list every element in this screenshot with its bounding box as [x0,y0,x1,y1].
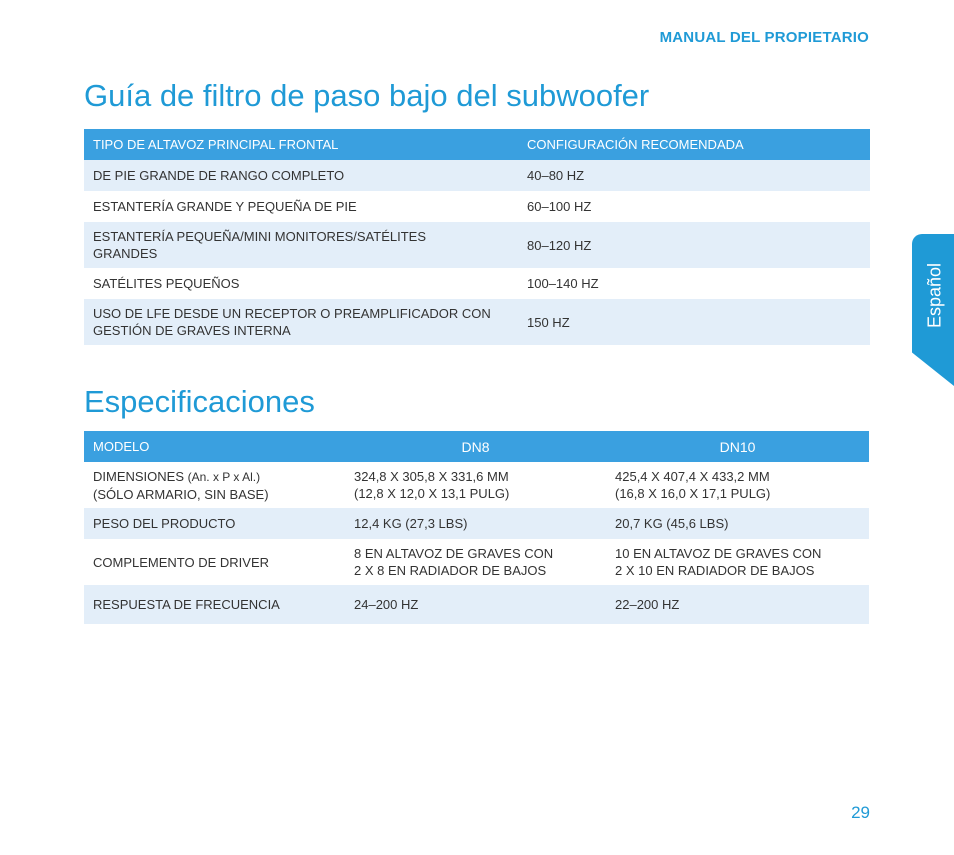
table-row [84,585,869,624]
dn8-value-cell [345,462,606,508]
dn8-value-line: 2 X 8 EN RADIADOR DE BAJOS [354,563,547,578]
specifications-title: Especificaciones [84,384,315,419]
dn10-value-line: 10 EN ALTAVOZ DE GRAVES CON [615,546,822,561]
speaker-type-cell [84,222,518,268]
setting-cell: 150 HZ [527,314,570,330]
dn10-value-cell [606,462,869,508]
speaker-type-cell: SATÉLITES PEQUEÑOS [93,276,240,291]
spec-label-line [93,468,336,486]
column-header-speaker-type: TIPO DE ALTAVOZ PRINCIPAL FRONTAL [93,137,339,152]
manual-header-title: MANUAL DEL PROPIETARIO [659,29,869,46]
speaker-type-cell: DE PIE GRANDE DE RANGO COMPLETO [93,168,345,183]
speaker-type-line: USO DE LFE DESDE UN RECEPTOR O PREAMPLIFICADOR CON [93,306,491,321]
dn10-value-cell [606,539,869,585]
dn8-value-line: 8 EN ALTAVOZ DE GRAVES CON [354,546,554,561]
setting-cell: 40–80 HZ [527,168,585,183]
dn10-value-cell: 22–200 HZ [615,597,680,612]
column-header-dn8: DN8 [461,438,490,455]
speaker-type-line: GRANDES [93,246,158,261]
dn10-value-line: (16,8 X 16,0 X 17,1 PULG) [615,486,771,501]
column-header-recommended-setting: CONFIGURACIÓN RECOMENDADA [527,137,744,152]
table-header-row [84,431,869,462]
speaker-type-line: ESTANTERÍA PEQUEÑA/MINI MONITORES/SATÉLITES [93,229,427,244]
dn8-value-cell: 12,4 KG (27,3 LBS) [354,516,468,531]
dn10-value-line: 425,4 X 407,4 X 433,2 MM [615,469,770,484]
table-row [84,191,870,222]
dn10-value-line: 2 X 10 EN RADIADOR DE BAJOS [615,563,815,578]
crossover-table [84,129,870,345]
setting-cell: 80–120 HZ [527,237,592,253]
setting-cell: 100–140 HZ [527,276,599,291]
spec-label-cell: COMPLEMENTO DE DRIVER [93,554,270,570]
table-row [84,299,870,345]
page-number: 29 [851,803,870,822]
setting-cell: 60–100 HZ [527,199,592,214]
table-row [84,268,870,299]
speaker-type-line: GESTIÓN DE GRAVES INTERNA [93,323,291,338]
dn8-value-line: (12,8 X 12,0 X 13,1 PULG) [354,486,510,501]
spec-label-line: (SÓLO ARMARIO, SIN BASE) [93,486,269,502]
speaker-type-cell: ESTANTERÍA GRANDE Y PEQUEÑA DE PIE [93,199,357,214]
spec-label-note: (An. x P x Al.) [187,469,261,484]
spec-label-cell [84,462,345,508]
dn8-value-cell: 24–200 HZ [354,597,419,612]
spec-label-cell: RESPUESTA DE FRECUENCIA [93,597,280,612]
dn8-value-line: 324,8 X 305,8 X 331,6 MM [354,469,509,484]
table-row [84,222,870,268]
spec-label-cell: PESO DEL PRODUCTO [93,516,236,531]
spec-label-main: DIMENSIONES [93,468,188,484]
column-header-model: MODELO [93,439,150,454]
table-header-row [84,129,870,160]
specifications-table [84,431,869,624]
language-side-tab-label: Español [924,262,945,328]
table-row [84,508,869,539]
column-header-dn10: DN10 [719,438,756,455]
speaker-type-cell [84,299,518,345]
dn10-value-cell: 20,7 KG (45,6 LBS) [615,516,729,531]
crossover-guide-title: Guía de filtro de paso bajo del subwoofer [84,78,650,113]
table-row [84,160,870,191]
table-row [84,539,869,585]
table-row [84,462,869,508]
dn8-value-cell [345,539,606,585]
